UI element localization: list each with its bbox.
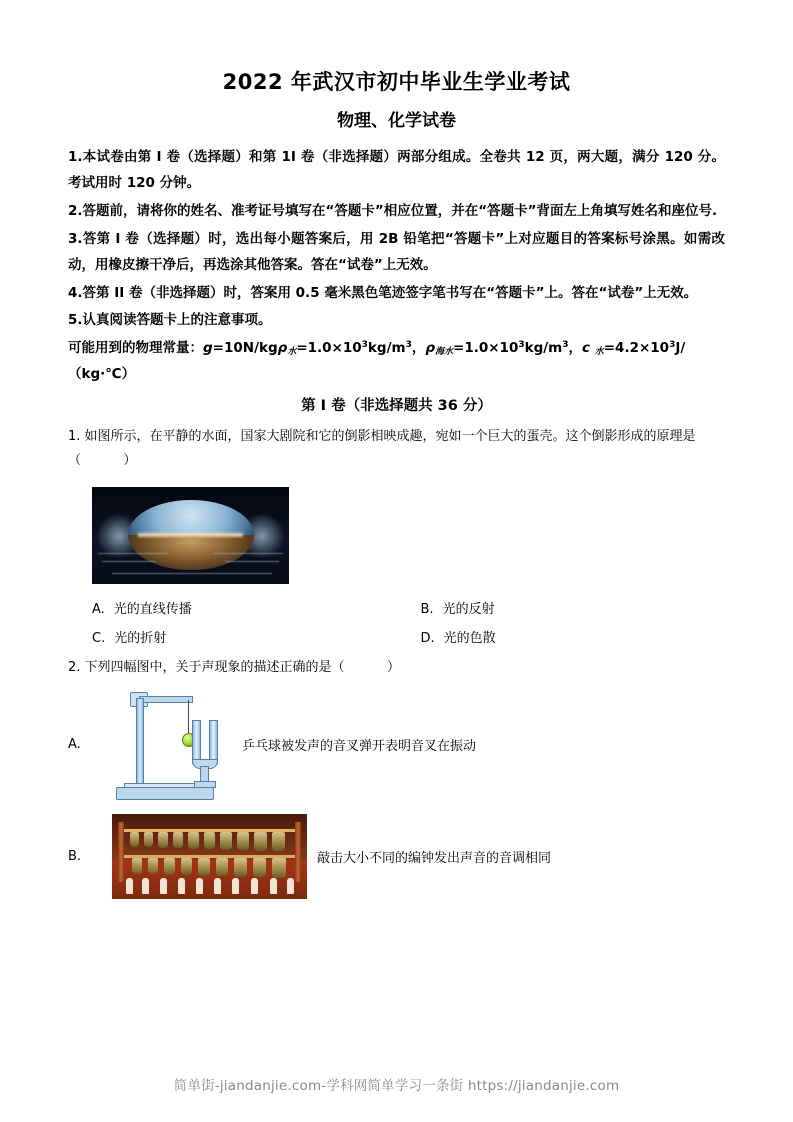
constants-prefix: 可能用到的物理常量： bbox=[68, 340, 203, 357]
option-row-cd bbox=[68, 627, 725, 646]
instruction-2: 2.答题前，请将你的姓名、准考证号填写在“答题卡”相应位置，并在“答题卡”背面左上角填写姓名和座位号. bbox=[68, 202, 718, 219]
question-2-text: 下列四幅图中，关于声现象的描述正确的是（ bbox=[84, 659, 345, 675]
chime-bell bbox=[173, 832, 183, 848]
page-subtitle: 物理、化学试卷 bbox=[337, 111, 456, 131]
physics-constants-line: 可能用到的物理常量：$g=10N/kg\rho_水=1.0\times 10^3kg/m^3$，$\rho_{海水}=1.0\times 10^3kg/m^3$，c $_水=4.2\times 10^3J/(kg\cdot℃)$ bbox=[68, 340, 686, 382]
question-1-paren: ） bbox=[123, 452, 137, 468]
chime-bell bbox=[234, 858, 247, 877]
chime-bell bbox=[204, 832, 215, 849]
photo-streak-4 bbox=[225, 561, 279, 562]
item-b-caption: 敲击大小不同的编钟发出声音的音调相同 bbox=[317, 850, 552, 866]
item-b-label: B. bbox=[68, 848, 82, 864]
chime-bell bbox=[216, 858, 228, 876]
bianzhong-chime-bells-photo bbox=[112, 814, 307, 899]
option-a-text: 光的直线传播 bbox=[113, 601, 192, 617]
question-2-paren: ） bbox=[386, 659, 400, 675]
chime-bell bbox=[164, 858, 175, 875]
performer-figure bbox=[214, 878, 221, 894]
national-centre-performing-arts-reflection-photo bbox=[92, 487, 289, 584]
performer-figure bbox=[287, 878, 294, 894]
question-1-stem bbox=[68, 425, 725, 473]
performer-figure bbox=[251, 878, 258, 894]
item-a-label: A. bbox=[68, 737, 81, 753]
option-b-text: 光的反射 bbox=[442, 601, 495, 617]
chime-bell bbox=[148, 858, 158, 874]
chime-bell bbox=[220, 832, 232, 850]
performer-figure bbox=[142, 878, 149, 894]
option-b[interactable] bbox=[397, 598, 726, 617]
rack-pillar-right bbox=[295, 822, 301, 882]
photo-egg-dome bbox=[128, 500, 254, 570]
stand-pole bbox=[136, 698, 144, 786]
option-a[interactable] bbox=[68, 598, 397, 617]
performer-figure bbox=[232, 878, 239, 894]
option-d-label: D. bbox=[420, 630, 435, 646]
photo-streak-1 bbox=[98, 553, 168, 554]
section-heading: 第 I 卷（非选择题共 36 分） bbox=[301, 397, 492, 414]
performer-figure bbox=[196, 878, 203, 894]
instruction-3: 3.答第 I 卷（选择题）时，选出每小题答案后，用 2B 铅笔把“答题卡”上对应题目的答案标号涂黑。如需改动，用橡皮擦干净后，再选涂其他答案。答在“试卷”上无效。 bbox=[68, 230, 725, 273]
photo-streak-2 bbox=[102, 561, 156, 562]
tuning-fork-pingpong-ball-diagram bbox=[112, 690, 232, 800]
option-a-label: A. bbox=[92, 601, 105, 617]
tuning-fork-left-prong bbox=[192, 720, 201, 764]
stand-base bbox=[116, 787, 214, 800]
page-title: 2022 年武汉市初中毕业生学业考试 bbox=[222, 70, 571, 94]
option-d-text: 光的色散 bbox=[443, 630, 496, 646]
question-1-options bbox=[68, 598, 725, 646]
chime-bell bbox=[272, 832, 285, 851]
chime-bell bbox=[158, 832, 168, 848]
tuning-fork-foot bbox=[194, 781, 216, 788]
item-a-caption: 乒乓球被发声的音叉弹开表明音叉在振动 bbox=[242, 739, 477, 755]
question-1-number: 1. bbox=[68, 428, 81, 444]
suspension-thread bbox=[188, 700, 189, 734]
option-c-label: C. bbox=[92, 630, 106, 646]
chime-bell bbox=[272, 858, 286, 878]
option-row-ab bbox=[68, 598, 725, 617]
performer-figure bbox=[160, 878, 167, 894]
instruction-1: 1.本试卷由第 I 卷（选择题）和第 1I 卷（非选择题）两部分组成。全卷共 12 页，两大题，满分 120 分。考试用时 120 分钟。 bbox=[68, 149, 725, 191]
watermark: 简单街-jiandanjie.com-学科网简单学习一条街 https://jiandanjie.com bbox=[173, 1078, 620, 1094]
option-c[interactable] bbox=[68, 627, 397, 646]
question-2-number: 2. bbox=[68, 659, 81, 675]
chime-bell bbox=[253, 858, 266, 877]
performer-figure bbox=[178, 878, 185, 894]
stand-arm bbox=[139, 696, 193, 703]
performer-figure bbox=[126, 878, 133, 894]
chime-bell bbox=[198, 858, 210, 876]
chime-bell bbox=[130, 832, 139, 847]
option-b-label: B. bbox=[420, 601, 434, 617]
question-2-stem bbox=[68, 656, 725, 680]
question-1-text: 如图所示，在平静的水面，国家大剧院和它的倒影相映成趣，宛如一个巨大的蛋壳。这个倒影形成的原理是（ bbox=[68, 428, 696, 468]
photo-streak-5 bbox=[112, 573, 272, 574]
chime-bell bbox=[132, 858, 142, 874]
instruction-5: 5.认真阅读答题卡上的注意事项。 bbox=[68, 312, 272, 329]
performer-figure bbox=[270, 878, 277, 894]
photo-egg-waterline bbox=[138, 533, 244, 537]
instruction-4: 4.答第 II 卷（非选择题）时，答案用 0.5 毫米黑色笔迹签字笔书写在“答题卡”上。答在“试卷”上无效。 bbox=[68, 284, 698, 301]
photo-streak-3 bbox=[213, 553, 283, 554]
tuning-fork-right-prong bbox=[209, 720, 218, 764]
question-2-item-b bbox=[68, 814, 725, 899]
chime-bell bbox=[181, 858, 192, 875]
option-d[interactable] bbox=[397, 627, 726, 646]
chime-bell bbox=[237, 832, 249, 850]
chime-bell bbox=[188, 832, 199, 849]
question-2-item-a bbox=[68, 690, 725, 800]
chime-bell bbox=[144, 832, 153, 847]
option-c-text: 光的折射 bbox=[114, 630, 167, 646]
chime-bell bbox=[254, 832, 267, 851]
